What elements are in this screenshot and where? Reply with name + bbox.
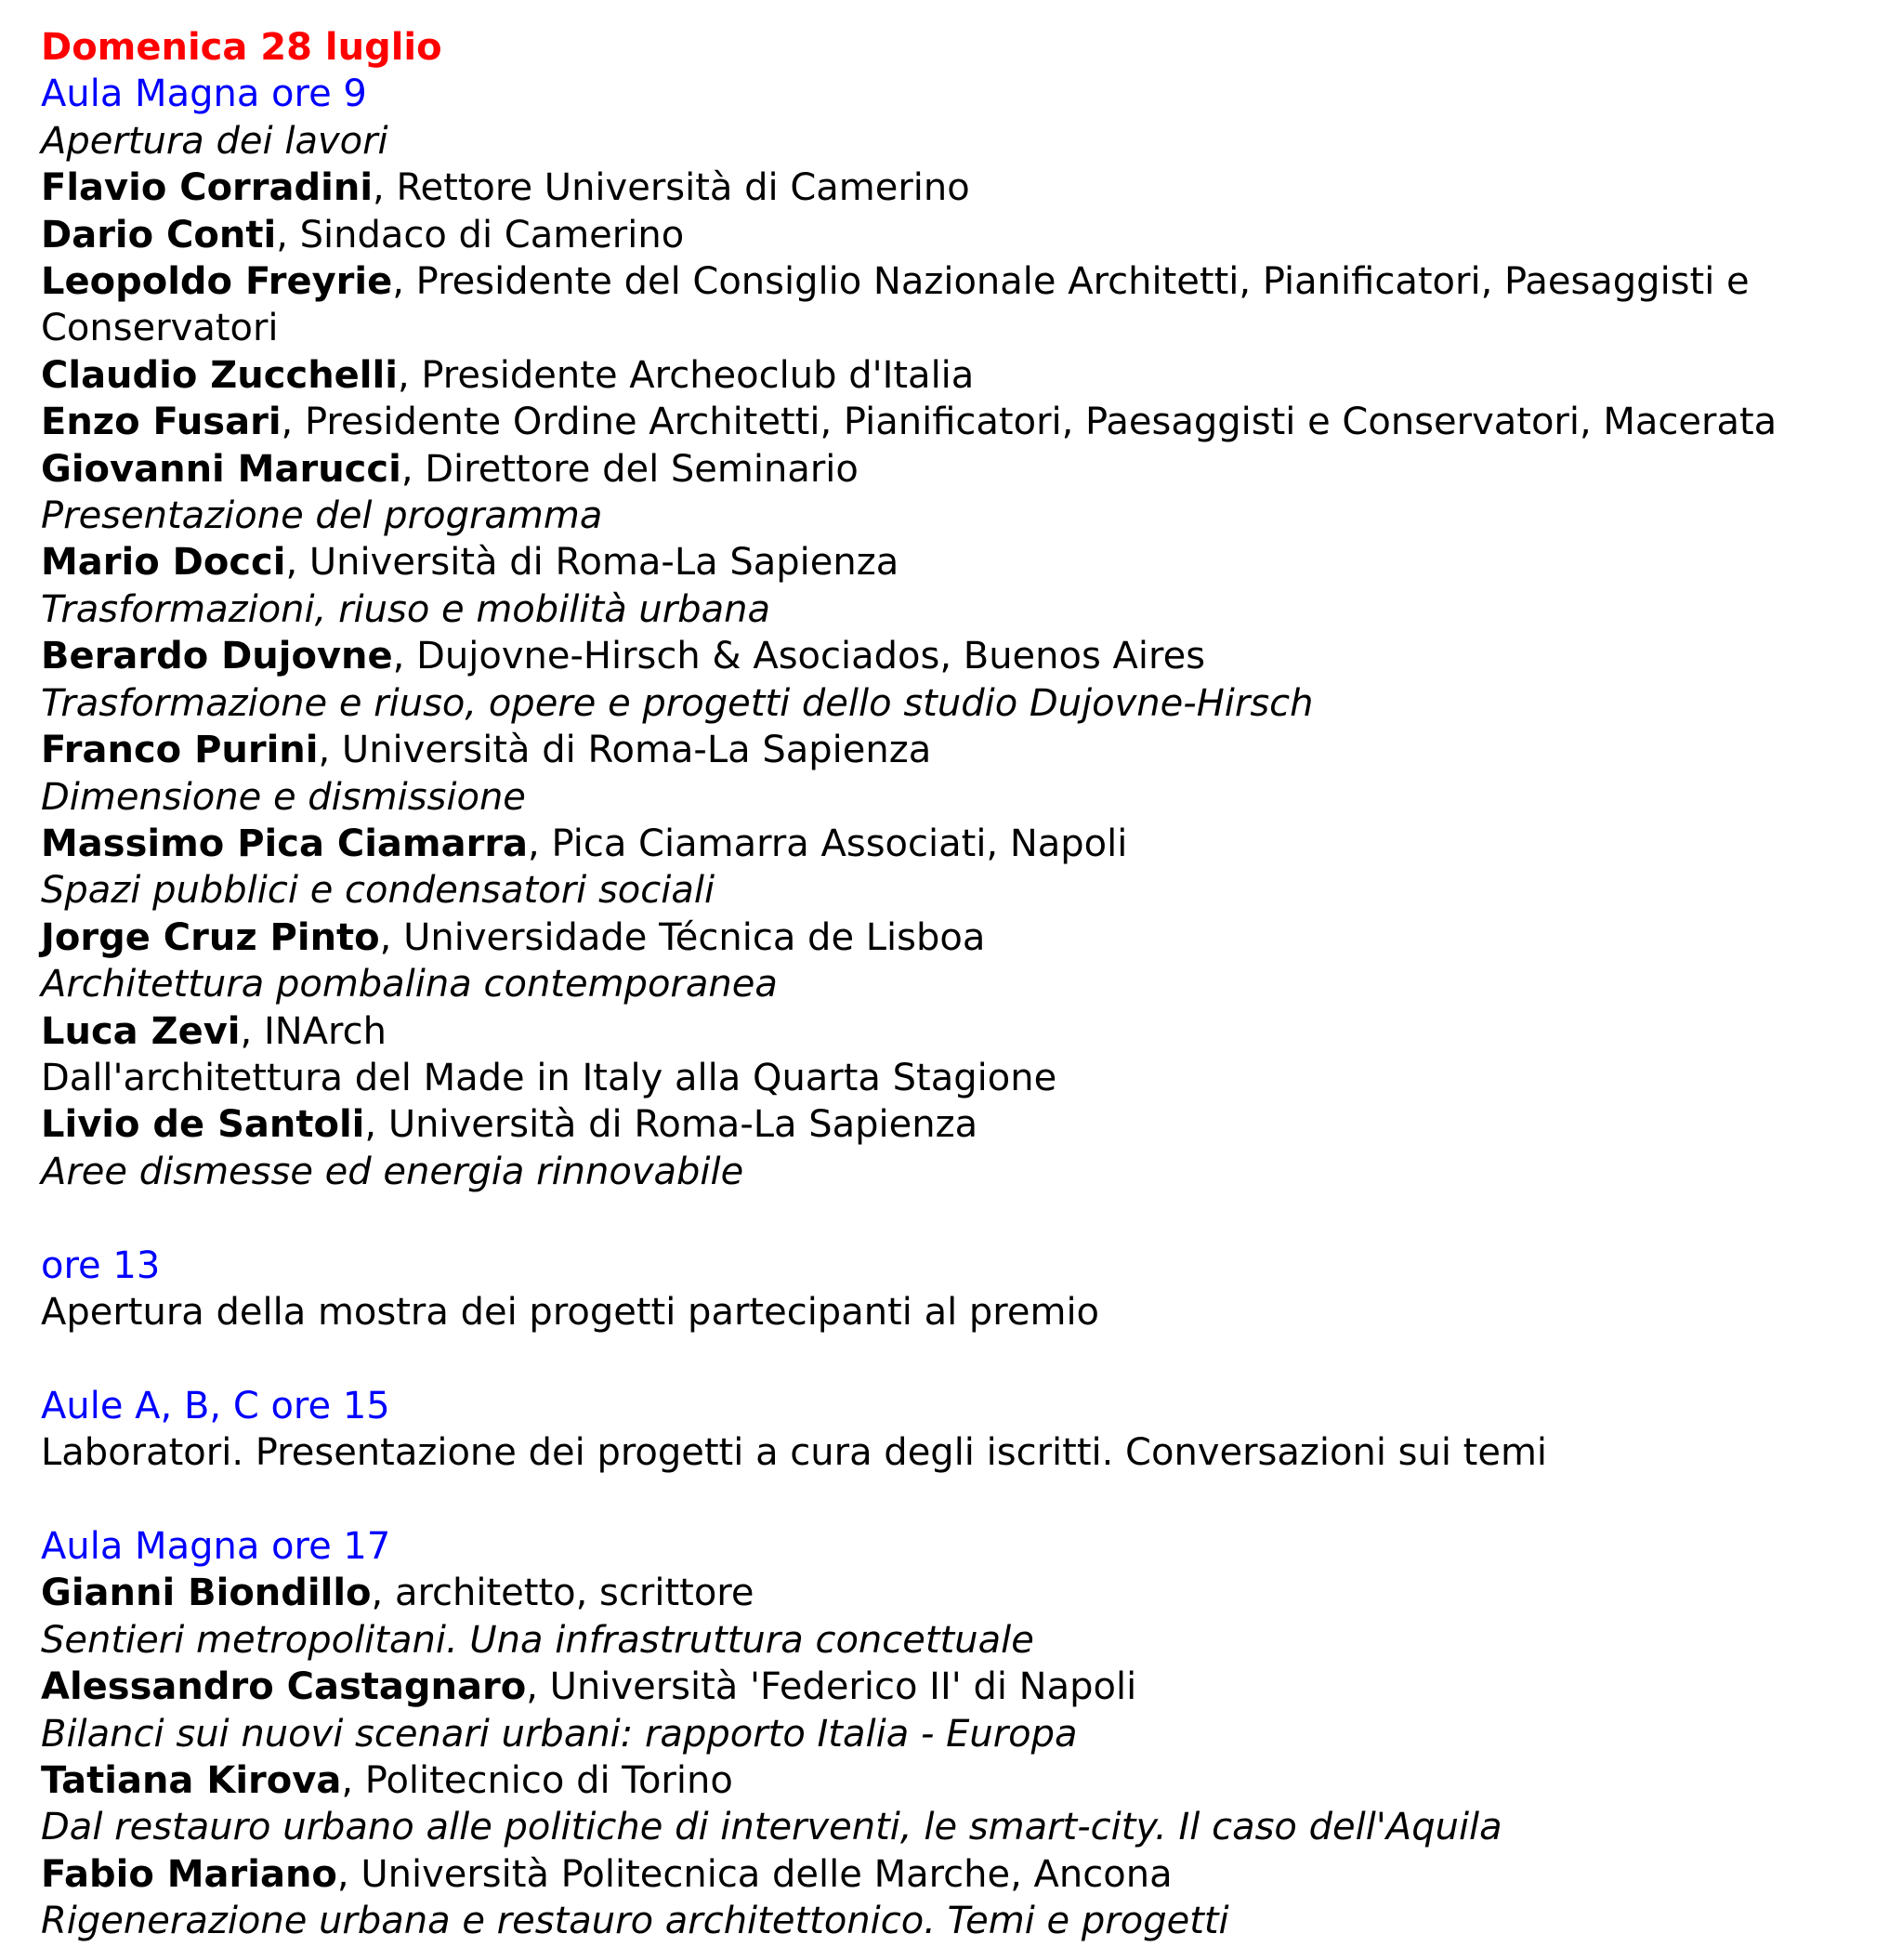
talk-title: Spazi pubblici e condensatori sociali <box>41 869 715 913</box>
talk-title: Sentieri metropolitani. Una infrastruttura concettuale <box>41 1618 1034 1662</box>
speaker-affiliation: , Sindaco di Camerino <box>276 213 685 257</box>
speaker-line <box>41 164 1890 211</box>
speaker-name: Gianni Biondillo <box>41 1572 372 1615</box>
speaker-line <box>41 1664 1890 1710</box>
speaker-name: Tatiana Kirova <box>41 1758 342 1802</box>
speaker-affiliation: , Università 'Federico II' di Napoli <box>526 1665 1137 1709</box>
speaker-line <box>41 1101 1890 1148</box>
speaker-affiliation: , INArch <box>240 1009 387 1053</box>
speaker-affiliation: , Università di Roma-La Sapienza <box>285 541 899 585</box>
speaker-affiliation: , Università di Roma-La Sapienza <box>318 729 932 772</box>
speaker-name: Mario Docci <box>41 541 286 585</box>
session-description: Laboratori. Presentazione dei progetti a cura degli iscritti. Conversazioni sui temi <box>41 1431 1548 1475</box>
speaker-line <box>41 914 1890 961</box>
speaker-affiliation: , Universidade Técnica de Lisboa <box>379 915 986 959</box>
talk-title: Dall'architettura del Made in Italy alla Quarta Stagione <box>41 1056 1057 1099</box>
speaker-name: Giovanni Marucci <box>41 447 401 491</box>
speaker-name: Jorge Cruz Pinto <box>41 915 380 959</box>
program-date: Domenica 28 luglio <box>41 26 442 69</box>
talk-title: Rigenerazione urbana e restauro architettonico. Temi e progetti <box>41 1900 1229 1943</box>
section-spacer <box>41 1335 1890 1382</box>
session-heading-afternoon: Aule A, B, C ore 15 <box>41 1384 390 1427</box>
session-heading-morning: Aula Magna ore 9 <box>41 72 367 116</box>
speaker-line <box>41 1008 1890 1055</box>
speaker-affiliation: , Rettore Università di Camerino <box>373 166 970 210</box>
speaker-affiliation: , Università Politecnica delle Marche, Ancona <box>336 1852 1173 1896</box>
speaker-line <box>41 727 1890 773</box>
speaker-line <box>41 539 1890 585</box>
speaker-name: Massimo Pica Ciamarra <box>41 822 529 865</box>
speaker-name: Fabio Mariano <box>41 1852 337 1896</box>
speaker-name: Claudio Zucchelli <box>41 353 398 397</box>
talk-title: Architettura pombalina contemporanea <box>41 963 778 1006</box>
talk-title: Aree dismesse ed energia rinnovabile <box>41 1150 744 1193</box>
section-spacer <box>41 1195 1890 1242</box>
opening-title: Apertura dei lavori <box>41 119 388 163</box>
speaker-affiliation: , Presidente Archeoclub d'Italia <box>397 353 975 397</box>
talk-title: Dimensione e dismissione <box>41 775 526 819</box>
speaker-name: Flavio Corradini <box>41 166 374 210</box>
speaker-name: Dario Conti <box>41 213 277 257</box>
speaker-affiliation: , Direttore del Seminario <box>400 447 859 491</box>
talk-title: Trasformazione e riuso, opere e progetti dello studio Dujovne-Hirsch <box>41 681 1314 725</box>
talk-title: Dal restauro urbano alle politiche di interventi, le smart-city. Il caso dell'Aquila <box>41 1806 1502 1849</box>
talk-title: Bilanci sui nuovi scenari urbani: rapporto Italia - Europa <box>41 1712 1078 1756</box>
speaker-line <box>41 1570 1890 1616</box>
talk-title: Presentazione del programma <box>41 494 603 538</box>
session-description: Apertura della mostra dei progetti partecipanti al premio <box>41 1290 1100 1334</box>
speaker-affiliation: , Università di Roma-La Sapienza <box>364 1103 978 1147</box>
speaker-name: Alessandro Castagnaro <box>41 1665 527 1709</box>
speaker-affiliation: , Pica Ciamarra Associati, Napoli <box>528 822 1128 865</box>
speaker-line <box>41 1851 1890 1898</box>
speaker-line <box>41 212 1890 258</box>
section-spacer <box>41 1477 1890 1523</box>
speaker-line <box>41 352 1890 399</box>
speaker-line <box>41 446 1890 493</box>
speaker-name: Berardo Dujovne <box>41 635 393 678</box>
talk-title: Trasformazioni, riuso e mobilità urbana <box>41 587 770 631</box>
program-page <box>41 24 1890 1945</box>
speaker-affiliation: , Dujovne-Hirsch & Asociados, Buenos Aires <box>392 635 1206 678</box>
speaker-name: Livio de Santoli <box>41 1103 365 1147</box>
session-heading-midday: ore 13 <box>41 1243 161 1287</box>
speaker-line <box>41 399 1890 445</box>
speaker-affiliation: , architetto, scrittore <box>371 1572 754 1615</box>
speaker-affiliation: , Presidente del Consiglio Nazionale Architetti, Pianificatori, Paesaggisti e Conservatori <box>41 260 1750 350</box>
speaker-line <box>41 821 1890 867</box>
speaker-affiliation: , Politecnico di Torino <box>341 1758 733 1802</box>
speaker-line <box>41 633 1890 679</box>
speaker-name: Leopoldo Freyrie <box>41 260 393 304</box>
speaker-name: Franco Purini <box>41 729 319 772</box>
speaker-line <box>41 1757 1890 1804</box>
speaker-line <box>41 258 1890 352</box>
speaker-affiliation: , Presidente Ordine Architetti, Pianificatori, Paesaggisti e Conservatori, Macerata <box>281 401 1777 444</box>
speaker-name: Luca Zevi <box>41 1009 241 1053</box>
speaker-name: Enzo Fusari <box>41 401 282 444</box>
session-heading-evening: Aula Magna ore 17 <box>41 1524 391 1568</box>
